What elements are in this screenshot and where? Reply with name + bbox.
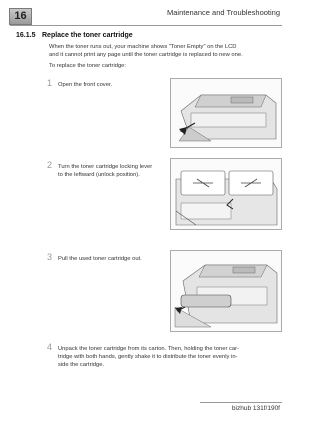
footer-model-name: bizhub 131f/190f xyxy=(231,405,280,412)
intro-line: When the toner runs out, your machine shows "Toner Empty" on the LCD xyxy=(49,44,237,50)
step-line: Turn the toner cartridge locking lever xyxy=(58,164,153,170)
step-line: tridge with both hands, gently shake it to distribute the toner evenly in- xyxy=(58,354,238,360)
intro-line: and it cannot print any page until the toner cartridge is replaced to new one. xyxy=(49,52,243,58)
step-line: Pull the used toner cartridge out. xyxy=(58,256,142,262)
step-1-illustration xyxy=(170,78,282,148)
step-line: side the cartridge. xyxy=(58,362,105,368)
step-line: Unpack the toner cartridge from its carton. Then, holding the toner car- xyxy=(58,346,239,352)
footer-divider xyxy=(200,402,282,403)
chapter-title: Maintenance and Troubleshooting xyxy=(167,8,280,17)
chapter-number-badge: 16 xyxy=(9,8,32,25)
step-number: 1 xyxy=(47,78,53,88)
step-number: 3 xyxy=(47,252,53,262)
intro-instruction: To replace the toner cartridge: xyxy=(49,63,127,69)
step-line: to the leftward (unlock position). xyxy=(58,172,140,178)
header-divider xyxy=(10,25,282,26)
step-number: 2 xyxy=(47,160,53,170)
step-line: Open the front cover. xyxy=(58,82,113,88)
step-3-illustration xyxy=(170,250,282,332)
step-text xyxy=(58,163,168,179)
section-title: Replace the toner cartridge xyxy=(42,32,133,39)
section-heading xyxy=(16,32,133,39)
step-text xyxy=(58,81,168,89)
step-2-illustration xyxy=(170,158,282,230)
step-text xyxy=(58,345,280,369)
intro-paragraph xyxy=(49,43,281,59)
step-text xyxy=(58,255,168,263)
section-number: 16.1.5 xyxy=(16,32,36,39)
step-number: 4 xyxy=(47,342,53,352)
